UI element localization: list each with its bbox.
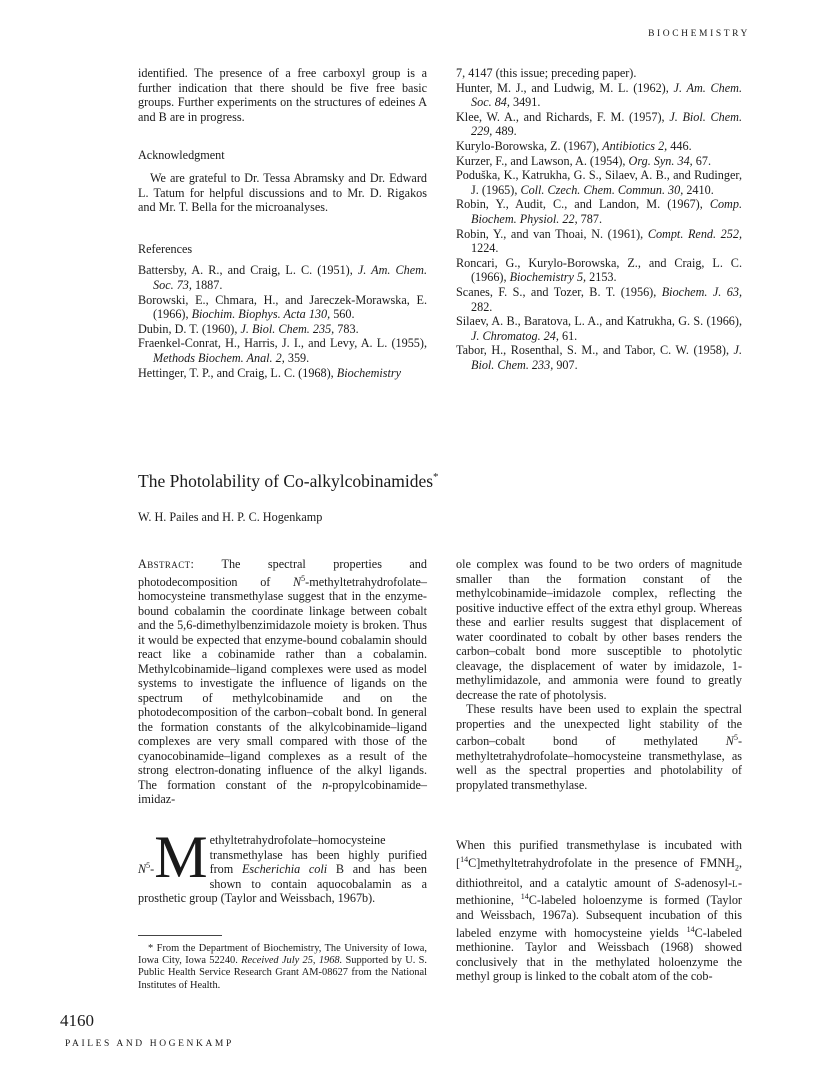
abstract-left: Abstract: The spectral properties and photodecomposition of $N^5-methyltetrahydrofolate$–homocysteine transmethylase suggest that in the enzyme-bound cobalamin the coordinate linkage between cobalt and the 5,6-dimethylbenzimidazole moiety is broken. Thus it would be expected that enzyme-bound cobalamin should react like a cobinamide rather than a cobalamin. Methylcobinamide–ligand complexes were used as model systems to investigate the influence of ligands on the spectrum of methylcobinamide and on the photodecomposition of the carbon–cobalt bond. In general the formation constants of the alkylcobinamide–ligand complexes are very small compared with those of the cyanocobinamide–ligand complexes as a result of the strong electron-donating influence of the alkyl ligands. The formation constant of the n-propylcobinamide–imidaz-	[138, 557, 427, 807]
intro-paragraph: identified. The presence of a free carboxyl group is a further indication that there should be five free basic groups. Further experiments on the structures of edeines A and B are in progress.	[138, 66, 427, 124]
reference-item: Scanes, F. S., and Tozer, B. T. (1956), Biochem. J. 63, 282.	[456, 284, 742, 314]
reference-item: Hunter, M. J., and Ludwig, M. L. (1962), J. Am. Chem. Soc. 84, 3491.	[456, 80, 743, 110]
footnote: * From the Department of Biochemistry, The University of Iowa, Iowa City, Iowa 52240. Received July 25, 1968. Supported by U. S. Public Health Service Research Grant AM-08627 from the National Institutes of Health.	[138, 943, 427, 991]
reference-item: Dubin, D. T. (1960), J. Biol. Chem. 235, 783.	[138, 321, 359, 336]
reference-item: Roncari, G., Kurylo-Borowska, Z., and Craig, L. C. (1966), Biochemistry 5, 2153.	[456, 255, 742, 285]
acknowledgment-text: We are grateful to Dr. Tessa Abramsky and Dr. Edward L. Tatum for helpful discussions and to Mr. D. Rigakos and Mr. T. Bella for the microanalyses.	[138, 170, 427, 215]
drop-cap: M	[154, 824, 208, 890]
title-footnote-mark: *	[433, 471, 439, 484]
reference-item: Robin, Y., and van Thoai, N. (1961), Compt. Rend. 252, 1224.	[456, 226, 742, 256]
left-top-column	[138, 66, 427, 380]
reference-item: Kurzer, F., and Lawson, A. (1954), Org. Syn. 34, 67.	[456, 153, 712, 168]
reference-item: Robin, Y., Audit, C., and Landon, M. (1967), Comp. Biochem. Physiol. 22, 787.	[456, 197, 742, 226]
reference-item: Fraenkel-Conrat, H., Harris, J. I., and Levy, A. L. (1955), Methods Biochem. Anal. 2, 359.	[138, 336, 427, 365]
reference-item: Borowski, E., Chmara, H., and Jareczek-Morawska, E. (1966), Biochim. Biophys. Acta 130, 560.	[138, 292, 427, 322]
body-prefix: $N^5-$	[138, 861, 155, 877]
running-header-journal: BIOCHEMISTRY	[648, 29, 750, 39]
reference-item: Poduška, K., Katrukha, G. S., Silaev, A. B., and Rudinger, J. (1965), Coll. Czech. Chem. Commun. 30, 2410.	[456, 168, 742, 197]
footnote-rule	[138, 935, 222, 936]
article-title: The Photolability of Co-alkylcobinamides*	[138, 471, 439, 491]
body-text-right: When this purified transmethylase is incubated with [$^{14}$C]methyltetrahydrofolate in the presence of $FMNH_2$, dithiothreitol, and a catalytic amount of S-adenosyl-l-methionine, $^{14}$C-labeled holoenzyme is formed (Taylor and Weissbach, 1967a). Subsequent incubation of this labeled enzyme with homocysteine yields $^{14}$C-labeled methionine. Taylor and Weissbach (1968) showed conclusively that in the methylated holoenzyme the methyl group is linked to the cobalt atom of the cob-	[456, 838, 742, 984]
reference-item: Tabor, H., Rosenthal, S. M., and Tabor, C. W. (1958), J. Biol. Chem. 233, 907.	[456, 343, 743, 372]
reference-item: Hettinger, T. P., and Craig, L. C. (1968), Biochemistry	[138, 365, 402, 380]
acknowledgment-heading: Acknowledgment	[138, 148, 225, 163]
reference-item: Kurylo-Borowska, Z. (1967), Antibiotics 2, 446.	[456, 138, 692, 153]
reference-item: 7, 4147 (this issue; preceding paper).	[456, 66, 637, 80]
references-list-right	[456, 66, 742, 372]
body-text-left: $N^5-$ M ethyltetrahydrofolate–homocysteine transmethylase has been highly purified from Escherichia coli B and has been shown to contain aquocobalamin as a prosthetic group (Taylor and Weissbach, 1967b).	[138, 824, 427, 906]
abstract-right	[456, 557, 742, 792]
reference-item: Battersby, A. R., and Craig, L. C. (1951), J. Am. Chem. Soc. 73, 1887.	[138, 263, 428, 292]
abstract-paragraph-1: ole complex was found to be two orders of magnitude smaller than the formation constant of the methylcobinamide–imidazole complex, reflecting the positive inductive effect of the extra ethyl group. Whereas these and earlier results suggest that displacement of water coordinated to cobalt by other bases renders the carbon–cobalt bond more susceptible to photolytic cleavage, the displacement of water by imidazole, 1-methylimidazole, and ammonia were found to greatly decrease the rate of photolysis.	[456, 557, 742, 702]
references-heading: References	[138, 241, 193, 256]
references-list-left	[138, 263, 427, 380]
abstract-paragraph-2: These results have been used to explain the spectral properties and the unexpected light stability of the carbon–cobalt bond of methylated $N^5-methyltetrahydrofolate$–homocysteine transmethylase, as well as the spectral properties and photolability of propylated transmethylase.	[456, 702, 742, 792]
reference-item: Silaev, A. B., Baratova, L. A., and Katrukha, G. S. (1966), J. Chromatog. 24, 61.	[456, 314, 742, 343]
running-footer-authors: PAILES AND HOGENKAMP	[65, 1039, 234, 1049]
abstract-label: Abstract:	[138, 557, 195, 571]
page-number: 4160	[60, 1011, 94, 1030]
article-authors: W. H. Pailes and H. P. C. Hogenkamp	[138, 510, 323, 524]
reference-item: Klee, W. A., and Richards, F. M. (1957), J. Biol. Chem. 229, 489.	[456, 109, 743, 139]
